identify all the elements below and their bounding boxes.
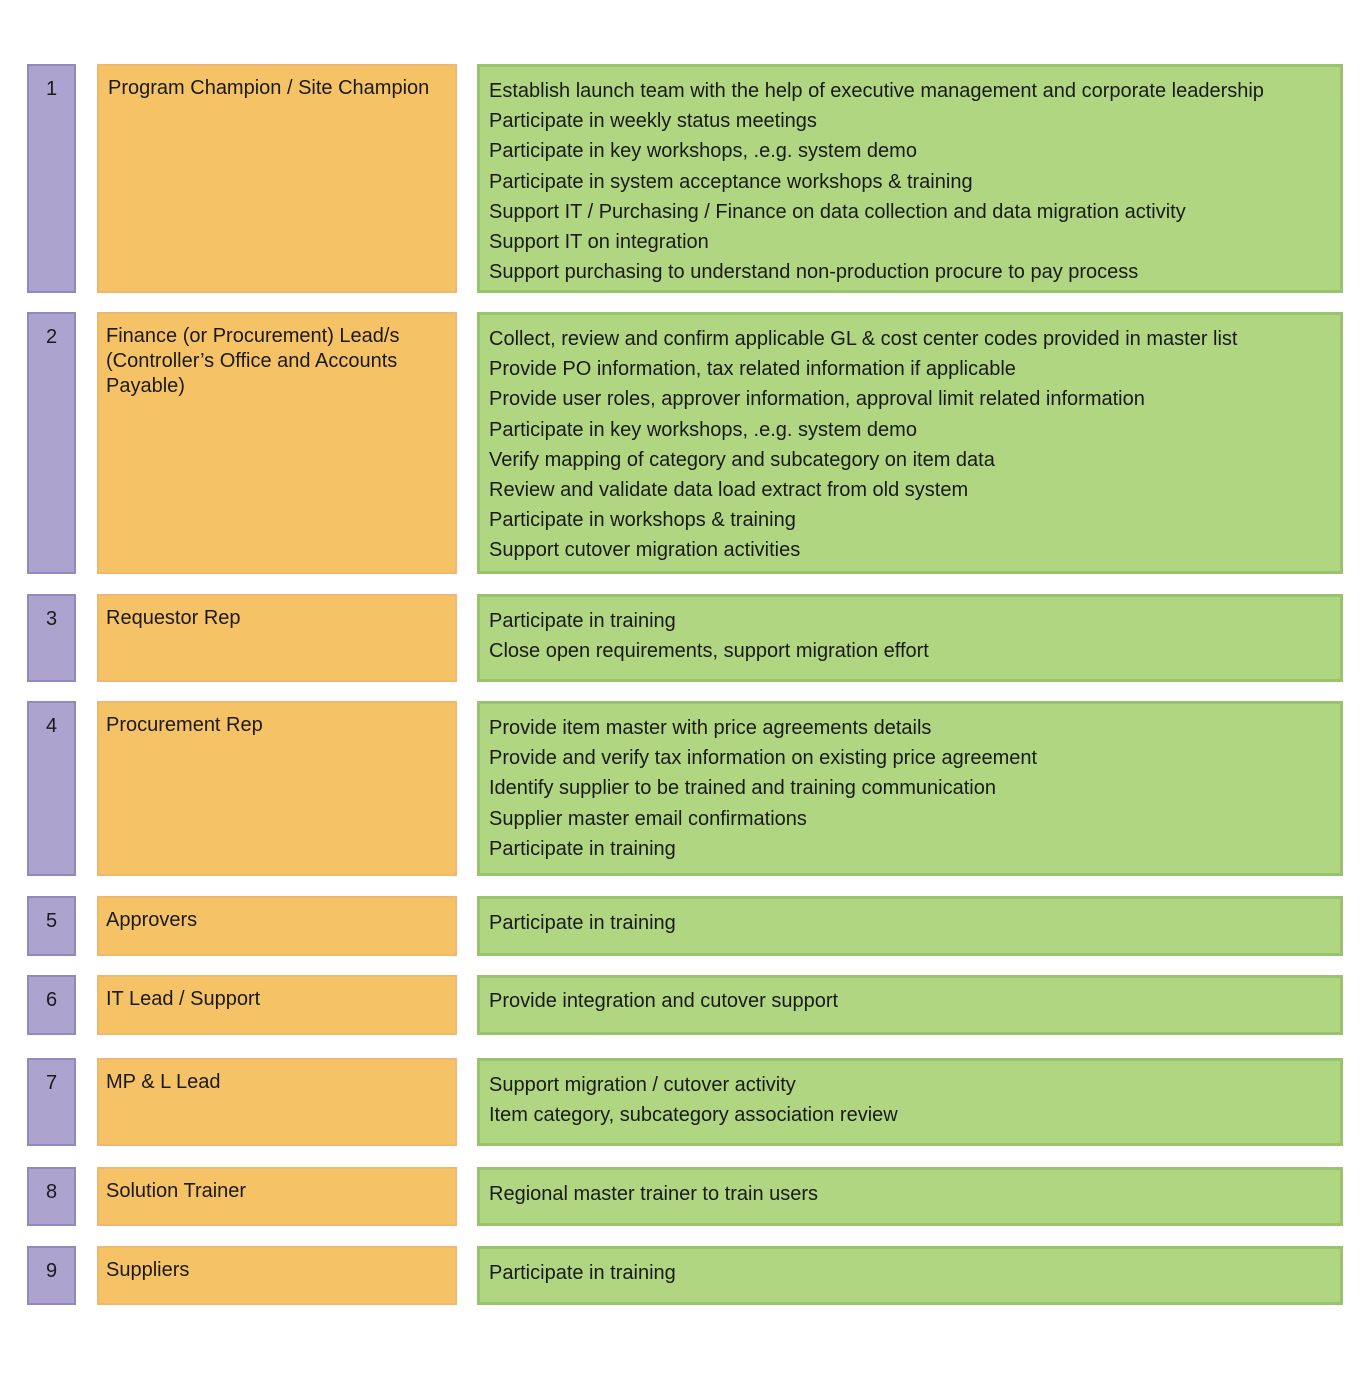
task-list [489, 908, 1330, 938]
tasks-cell [477, 64, 1343, 293]
row-number-cell [27, 1058, 76, 1146]
task-item: Review and validate data load extract from old system [489, 479, 969, 502]
task-item: Support purchasing to understand non-production procure to pay process [489, 261, 1139, 284]
task-list [489, 713, 1330, 864]
row-number-cell [27, 312, 76, 574]
tasks-cell [477, 312, 1343, 574]
task-item: Support cutover migration activities [489, 539, 801, 562]
tasks-cell [477, 1167, 1343, 1226]
task-item: Support IT on integration [489, 231, 709, 254]
row-number: 7 [45, 1072, 58, 1094]
task-list [489, 606, 1330, 666]
task-item: Participate in training [489, 610, 676, 632]
task-item: Support migration / cutover activity [489, 1074, 796, 1096]
row-number: 9 [45, 1260, 58, 1282]
row-number-cell [27, 975, 76, 1035]
task-item: Supplier master email confirmations [489, 807, 807, 830]
task-item: Participate in weekly status meetings [489, 110, 817, 133]
row-number-cell [27, 896, 76, 956]
row-number: 8 [45, 1181, 58, 1203]
role-label: Requestor Rep [106, 607, 241, 629]
table-row [0, 64, 1372, 293]
role-label: Procurement Rep [106, 714, 263, 736]
task-item: Provide integration and cutover support [489, 990, 839, 1012]
table-row [0, 1246, 1372, 1305]
task-item: Participate in training [489, 912, 676, 934]
row-number-cell [27, 701, 76, 876]
role-cell [97, 594, 457, 682]
task-item: Item category, subcategory association review [489, 1104, 898, 1127]
table-row [0, 701, 1372, 876]
task-item: Collect, review and confirm applicable GL & cost center codes provided in master list [489, 328, 1238, 350]
row-number-cell [27, 1167, 76, 1226]
role-label: MP & L Lead [106, 1071, 221, 1093]
role-cell [97, 312, 457, 574]
row-number-cell [27, 594, 76, 682]
role-label: Program Champion / Site Champion [108, 77, 430, 99]
role-cell [97, 1167, 457, 1226]
table-row [0, 896, 1372, 956]
task-item: Close open requirements, support migration effort [489, 640, 929, 663]
role-cell [97, 64, 457, 293]
task-list [489, 324, 1330, 566]
table-row [0, 594, 1372, 682]
role-label: Solution Trainer [106, 1180, 247, 1202]
row-number: 5 [45, 910, 58, 932]
role-label: Approvers [106, 909, 198, 931]
task-item: Establish launch team with the help of executive management and corporate leadership [489, 80, 1264, 102]
task-item: Support IT / Purchasing / Finance on data collection and data migration activity [489, 200, 1186, 223]
row-number: 1 [45, 78, 58, 100]
row-number: 3 [45, 608, 58, 630]
task-item: Participate in system acceptance workshops & training [489, 170, 973, 193]
task-item: Participate in workshops & training [489, 509, 796, 532]
tasks-cell [477, 701, 1343, 876]
task-list [489, 1258, 1330, 1288]
tasks-cell [477, 896, 1343, 956]
tasks-cell [477, 1246, 1343, 1305]
tasks-cell [477, 1058, 1343, 1146]
task-item: Verify mapping of category and subcategory on item data [489, 448, 995, 471]
task-item: Participate in training [489, 837, 676, 860]
role-cell [97, 975, 457, 1035]
row-number: 2 [45, 326, 58, 348]
role-cell [97, 896, 457, 956]
row-number: 4 [45, 715, 58, 737]
task-item: Regional master trainer to train users [489, 1183, 819, 1205]
table-row [0, 312, 1372, 574]
task-item: Provide user roles, approver information, approval limit related information [489, 388, 1145, 411]
table-row [0, 975, 1372, 1035]
task-list [489, 986, 1330, 1016]
task-list [489, 1070, 1330, 1130]
row-number-cell [27, 1246, 76, 1305]
tasks-cell [477, 594, 1343, 682]
role-label: Suppliers [106, 1259, 190, 1281]
role-cell [97, 1246, 457, 1305]
role-label: Finance (or Procurement) Lead/s (Controller’s Office and Accounts Payable) [106, 325, 400, 397]
task-list [489, 76, 1330, 287]
task-item: Identify supplier to be trained and training communication [489, 777, 996, 800]
role-cell [97, 1058, 457, 1146]
tasks-cell [477, 975, 1343, 1035]
task-item: Provide and verify tax information on existing price agreement [489, 747, 1038, 770]
table-row [0, 1167, 1372, 1226]
task-item: Participate in key workshops, .e.g. system demo [489, 140, 917, 163]
table-row [0, 1058, 1372, 1146]
role-cell [97, 701, 457, 876]
row-number: 6 [45, 989, 58, 1011]
task-item: Provide PO information, tax related information if applicable [489, 358, 1016, 381]
row-number-cell [27, 64, 76, 293]
role-label: IT Lead / Support [106, 988, 261, 1010]
task-item: Provide item master with price agreements details [489, 717, 932, 739]
task-item: Participate in key workshops, .e.g. system demo [489, 418, 917, 441]
task-list [489, 1179, 1330, 1209]
task-item: Participate in training [489, 1262, 676, 1284]
